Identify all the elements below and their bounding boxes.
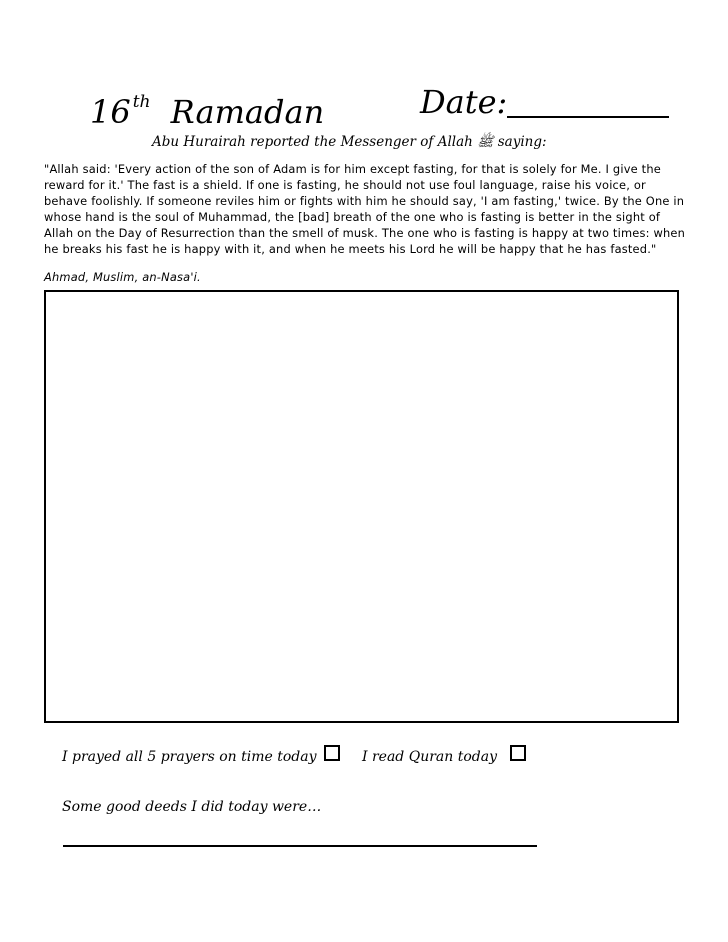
page-heading: [90, 82, 324, 132]
drawing-box[interactable]: [44, 290, 679, 723]
narration-intro: Abu Hurairah reported the Messenger of Allah ﷺ saying:: [152, 134, 547, 150]
date-label: Date:: [420, 83, 508, 121]
date-write-line[interactable]: [507, 116, 669, 118]
good-deeds-label: Some good deeds I did today were…: [62, 799, 322, 815]
good-deeds-write-line[interactable]: [63, 845, 537, 847]
month-title: Ramadan: [170, 93, 325, 131]
hadith-text: "Allah said: 'Every action of the son of Adam is for him except fasting, for that is solely for Me. I give the reward for it.' The fast is a shield. If one is fasting, he should not use foul language, raise his voice, or behave foolishly. If someone reviles him or fights with him he should say, 'I am fasting,' twice. By the One in whose hand is the soul of Muhammad, the [bad] breath of the one who is fasting is better in the sight of Allah on the Day of Resurrection than the smell of musk. The one who is fasting is happy at two times: when he breaks his fast he is happy with it, and when he meets his Lord he will be happy that he has fasted.": [44, 162, 686, 256]
prayers-checkbox[interactable]: [324, 745, 340, 761]
quran-label: I read Quran today: [362, 749, 497, 765]
hadith-source: Ahmad, Muslim, an-Nasa'i.: [44, 270, 201, 284]
quran-checkbox[interactable]: [510, 745, 526, 761]
day-number: 16 $^{th}$: [90, 92, 151, 131]
prayers-label: I prayed all 5 prayers on time today: [62, 749, 317, 765]
day-suffix: th: [132, 92, 151, 112]
